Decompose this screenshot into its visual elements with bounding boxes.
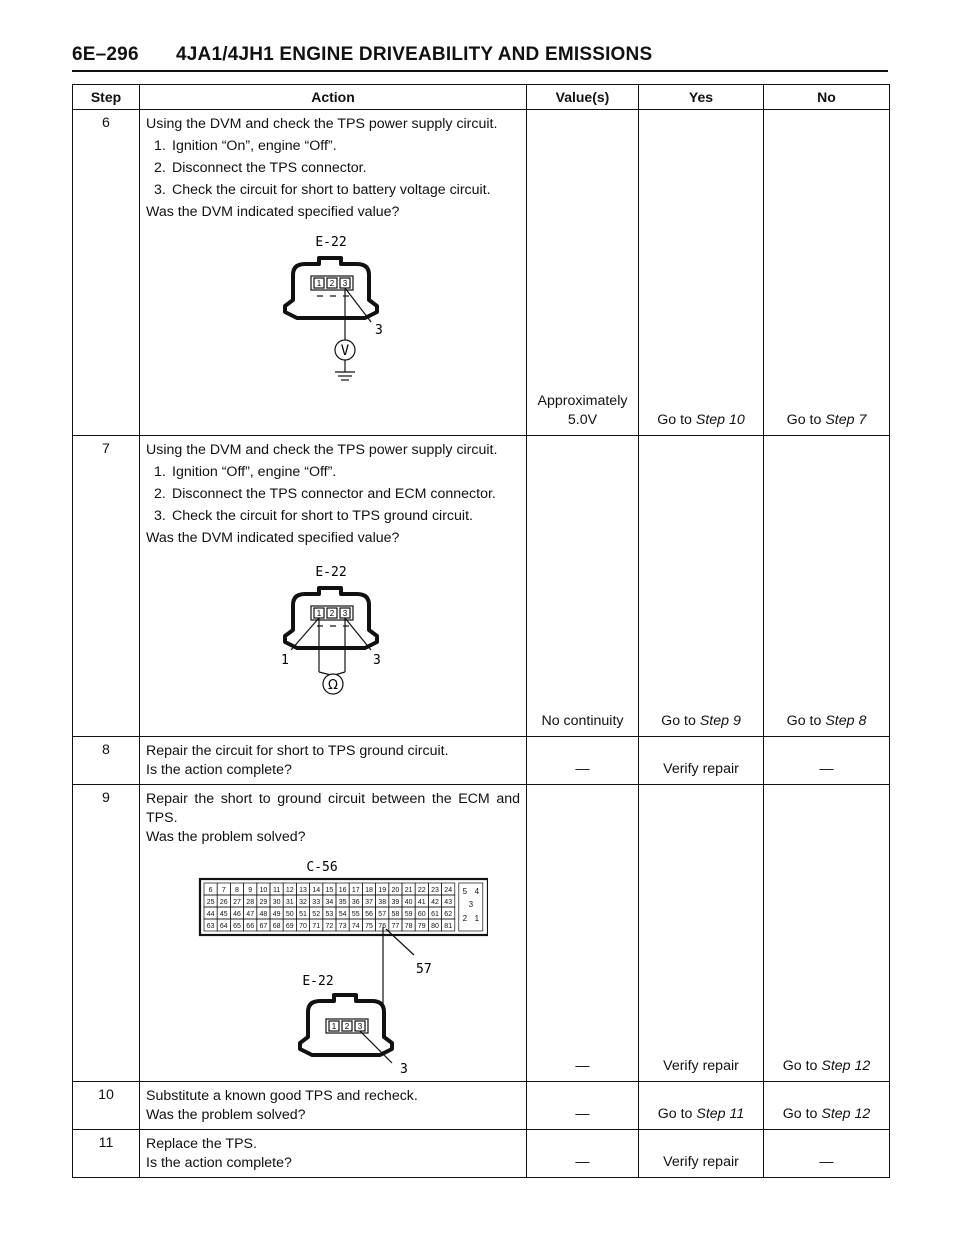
ecm-pin-number: 38 (378, 899, 387, 906)
harness-repair-diagram (178, 857, 488, 1077)
ecm-pin-number: 50 (285, 911, 294, 918)
page-title: 4JA1/4JH1 ENGINE DRIVEABILITY AND EMISSIONS (176, 44, 653, 65)
ecm-pin-number: 71 (312, 923, 321, 930)
ecm-pin-number: 55 (351, 911, 360, 918)
ecm-pin-number: 33 (312, 899, 321, 906)
ecm-pin-number: 17 (351, 887, 360, 894)
ecm-pin-number: 26 (219, 899, 228, 906)
ecm-pin-number: 62 (444, 911, 453, 918)
ecm-pin-number: 73 (338, 923, 347, 930)
ecm-pin-number: 49 (272, 911, 281, 918)
ecm-pin-number: 34 (325, 899, 334, 906)
ecm-pin-number: 14 (312, 887, 321, 894)
substep: 2. Disconnect the TPS connector and ECM connector. (154, 486, 496, 502)
action-cell: Substitute a known good TPS and recheck. Was the problem solved? (140, 1082, 527, 1130)
ground-icon (335, 360, 355, 380)
svg-text:Ω: Ω (328, 678, 338, 693)
svg-text:2: 2 (344, 1022, 350, 1031)
ecm-pin-number: 78 (404, 923, 413, 930)
action-question: Was the problem solved? (146, 829, 306, 845)
yes-cell: Go to Step 9 (639, 436, 764, 737)
step-number: 8 (73, 737, 140, 785)
ecm-pin-number: 65 (233, 923, 241, 930)
substep-list (146, 137, 520, 200)
ecm-pin-number: 19 (378, 887, 387, 894)
step-number: 10 (73, 1082, 140, 1130)
yes-cell: Verify repair (639, 737, 764, 785)
values-cell: — (527, 737, 639, 785)
no-cell: Go to Step 8 (764, 436, 890, 737)
ecm-pin-number: 77 (391, 923, 400, 930)
values-cell: — (527, 1130, 639, 1178)
ecm-pin-number: 52 (312, 911, 321, 918)
ecm-pin-number: 41 (417, 899, 426, 906)
ecm-connector (200, 879, 488, 935)
substep: 2. Disconnect the TPS connector. (154, 160, 367, 176)
ecm-pin-number: 18 (365, 887, 373, 894)
svg-text:2: 2 (329, 609, 335, 618)
svg-text:1: 1 (331, 1022, 337, 1031)
ecm-pin-number: 36 (351, 899, 360, 906)
col-header-action: Action (140, 85, 527, 110)
step-number: 6 (73, 110, 140, 436)
ecm-pin-number: 56 (365, 911, 373, 918)
ecm-pin-number: 22 (417, 887, 426, 894)
table-row-step-7 (73, 436, 890, 737)
tps-pin-label: 3 (400, 1062, 408, 1077)
ecm-pin-number: 31 (285, 899, 294, 906)
table-row-step-11 (73, 1130, 890, 1178)
ecm-pin-number: 68 (272, 923, 281, 930)
ecm-pin-number: 80 (431, 923, 439, 930)
action-cell (140, 110, 527, 436)
ecm-pin-number: 8 (235, 887, 239, 894)
col-header-values: Value(s) (527, 85, 639, 110)
ecm-pin-number: 12 (285, 887, 294, 894)
ecm-pin-number: 76 (378, 923, 387, 930)
action-cell (140, 785, 527, 1082)
pin-label: 3 (375, 323, 383, 338)
ecm-pin-number: 7 (221, 887, 226, 894)
ecm-pin-number: 58 (391, 911, 400, 918)
substep: 3. Check the circuit for short to TPS ground circuit. (154, 508, 473, 524)
action-cell: Replace the TPS. Is the action complete? (140, 1130, 527, 1178)
ecm-connector-label: C-56 (306, 860, 338, 875)
no-cell: — (764, 1130, 890, 1178)
ecm-pin-number: 13 (299, 887, 307, 894)
ecm-pin-number: 60 (417, 911, 426, 918)
ecm-pin-number: 44 (206, 911, 215, 918)
ecm-pin-number: 63 (206, 923, 215, 930)
substep: 3. Check the circuit for short to battery voltage circuit. (154, 182, 491, 198)
ecm-pin-number: 28 (246, 899, 255, 906)
ecm-pin-number: 47 (246, 911, 255, 918)
svg-text:3: 3 (357, 1022, 363, 1031)
header-rule (72, 70, 888, 72)
svg-text:1: 1 (316, 279, 322, 288)
ecm-pin-number: 79 (417, 923, 426, 930)
ecm-pin-number: 59 (404, 911, 413, 918)
ecm-pin-number: 64 (219, 923, 228, 930)
ecm-pin-number: 45 (219, 911, 228, 918)
yes-cell: Verify repair (639, 785, 764, 1082)
ecm-pin-number: 37 (365, 899, 373, 906)
ecm-pin-number: 30 (272, 899, 281, 906)
yes-cell: Verify repair (639, 1130, 764, 1178)
substep: 1. Ignition “On”, engine “Off”. (154, 138, 337, 154)
pin-label-right: 3 (373, 653, 381, 668)
ecm-pin-number: 43 (444, 899, 453, 906)
ecm-pin-number: 11 (272, 887, 281, 894)
table-row-step-10 (73, 1082, 890, 1130)
connector-label: E-22 (315, 235, 347, 250)
no-cell: Go to Step 12 (764, 1082, 890, 1130)
ecm-pin-number: 1 (474, 914, 480, 923)
ecm-pin-number: 23 (431, 887, 439, 894)
svg-text:V: V (340, 343, 350, 359)
svg-text:1: 1 (316, 609, 322, 618)
voltage-test-diagram (233, 230, 433, 390)
ecm-pin-number: 3 (468, 900, 474, 909)
col-header-no: No (764, 85, 890, 110)
ecm-pin-number: 35 (338, 899, 347, 906)
tps-connector-label: E-22 (302, 974, 334, 989)
ecm-pin-number: 72 (325, 923, 334, 930)
values-cell: Approximately 5.0V (527, 110, 639, 436)
page-header (72, 44, 888, 66)
no-cell: Go to Step 7 (764, 110, 890, 436)
ecm-pin-number: 27 (233, 899, 241, 906)
values-cell: — (527, 785, 639, 1082)
ecm-pin-number: 15 (325, 887, 334, 894)
ecm-pin-number: 70 (299, 923, 307, 930)
ecm-pin-number: 66 (246, 923, 255, 930)
ecm-pin-label: 57 (416, 962, 432, 977)
table-row-step-9 (73, 785, 890, 1082)
ecm-pin-number: 16 (338, 887, 347, 894)
continuity-test-diagram (233, 560, 433, 700)
ecm-pin-number: 32 (299, 899, 307, 906)
step-number: 11 (73, 1130, 140, 1178)
ecm-pin-number: 51 (299, 911, 307, 918)
substep: 1. Ignition “Off”, engine “Off”. (154, 464, 337, 480)
ecm-pin-number: 75 (365, 923, 373, 930)
action-cell (140, 436, 527, 737)
action-intro: Using the DVM and check the TPS power supply circuit. (146, 442, 498, 458)
ecm-pin-number: 54 (338, 911, 347, 918)
ecm-pin-number: 20 (391, 887, 400, 894)
repair-wire (383, 927, 414, 1031)
ecm-pin-number: 39 (391, 899, 400, 906)
ecm-pin-number: 40 (404, 899, 413, 906)
substep-list (146, 463, 520, 526)
ecm-pin-number: 74 (351, 923, 360, 930)
ecm-pin-number: 25 (206, 899, 215, 906)
action-question: Was the DVM indicated specified value? (146, 204, 400, 220)
ecm-pin-number: 24 (444, 887, 453, 894)
action-question: Was the DVM indicated specified value? (146, 530, 400, 546)
table-row-step-8 (73, 737, 890, 785)
page-number: 6E–296 (72, 44, 139, 65)
ecm-pin-number: 2 (462, 914, 468, 923)
svg-text:3: 3 (342, 279, 348, 288)
action-cell: Repair the circuit for short to TPS ground circuit. Is the action complete? (140, 737, 527, 785)
connector-label: E-22 (315, 565, 347, 580)
ecm-pin-number: 48 (259, 911, 268, 918)
pin-label-left: 1 (281, 653, 289, 668)
ecm-pin-number: 10 (259, 887, 268, 894)
ecm-pin-number: 53 (325, 911, 334, 918)
ecm-pin-number: 29 (259, 899, 268, 906)
ecm-pin-number: 67 (259, 923, 268, 930)
ecm-pin-number: 42 (431, 899, 439, 906)
table-header-row (73, 85, 890, 110)
col-header-yes: Yes (639, 85, 764, 110)
diagnostic-table (72, 84, 890, 1178)
no-cell: — (764, 737, 890, 785)
yes-cell: Go to Step 10 (639, 110, 764, 436)
values-cell: — (527, 1082, 639, 1130)
ecm-pin-number: 46 (233, 911, 241, 918)
yes-cell: Go to Step 11 (639, 1082, 764, 1130)
step-number: 9 (73, 785, 140, 1082)
ecm-pin-number: 69 (285, 923, 294, 930)
ecm-pin-number: 6 (208, 887, 213, 894)
no-cell: Go to Step 12 (764, 785, 890, 1082)
col-header-step: Step (73, 85, 140, 110)
step-number: 7 (73, 436, 140, 737)
ecm-pin-number: 4 (474, 887, 480, 896)
action-intro: Repair the short to ground circuit between the ECM and TPS. (146, 791, 520, 826)
action-intro: Using the DVM and check the TPS power supply circuit. (146, 116, 498, 132)
ecm-pin-number: 5 (462, 887, 468, 896)
table-row-step-6 (73, 110, 890, 436)
ecm-pin-number: 21 (404, 887, 413, 894)
values-cell: No continuity (527, 436, 639, 737)
svg-text:2: 2 (329, 279, 335, 288)
ecm-pin-number: 61 (431, 911, 439, 918)
ecm-pin-number: 9 (248, 887, 253, 894)
ecm-pin-number: 81 (444, 923, 453, 930)
svg-text:3: 3 (342, 609, 348, 618)
ecm-pin-number: 57 (378, 911, 387, 918)
